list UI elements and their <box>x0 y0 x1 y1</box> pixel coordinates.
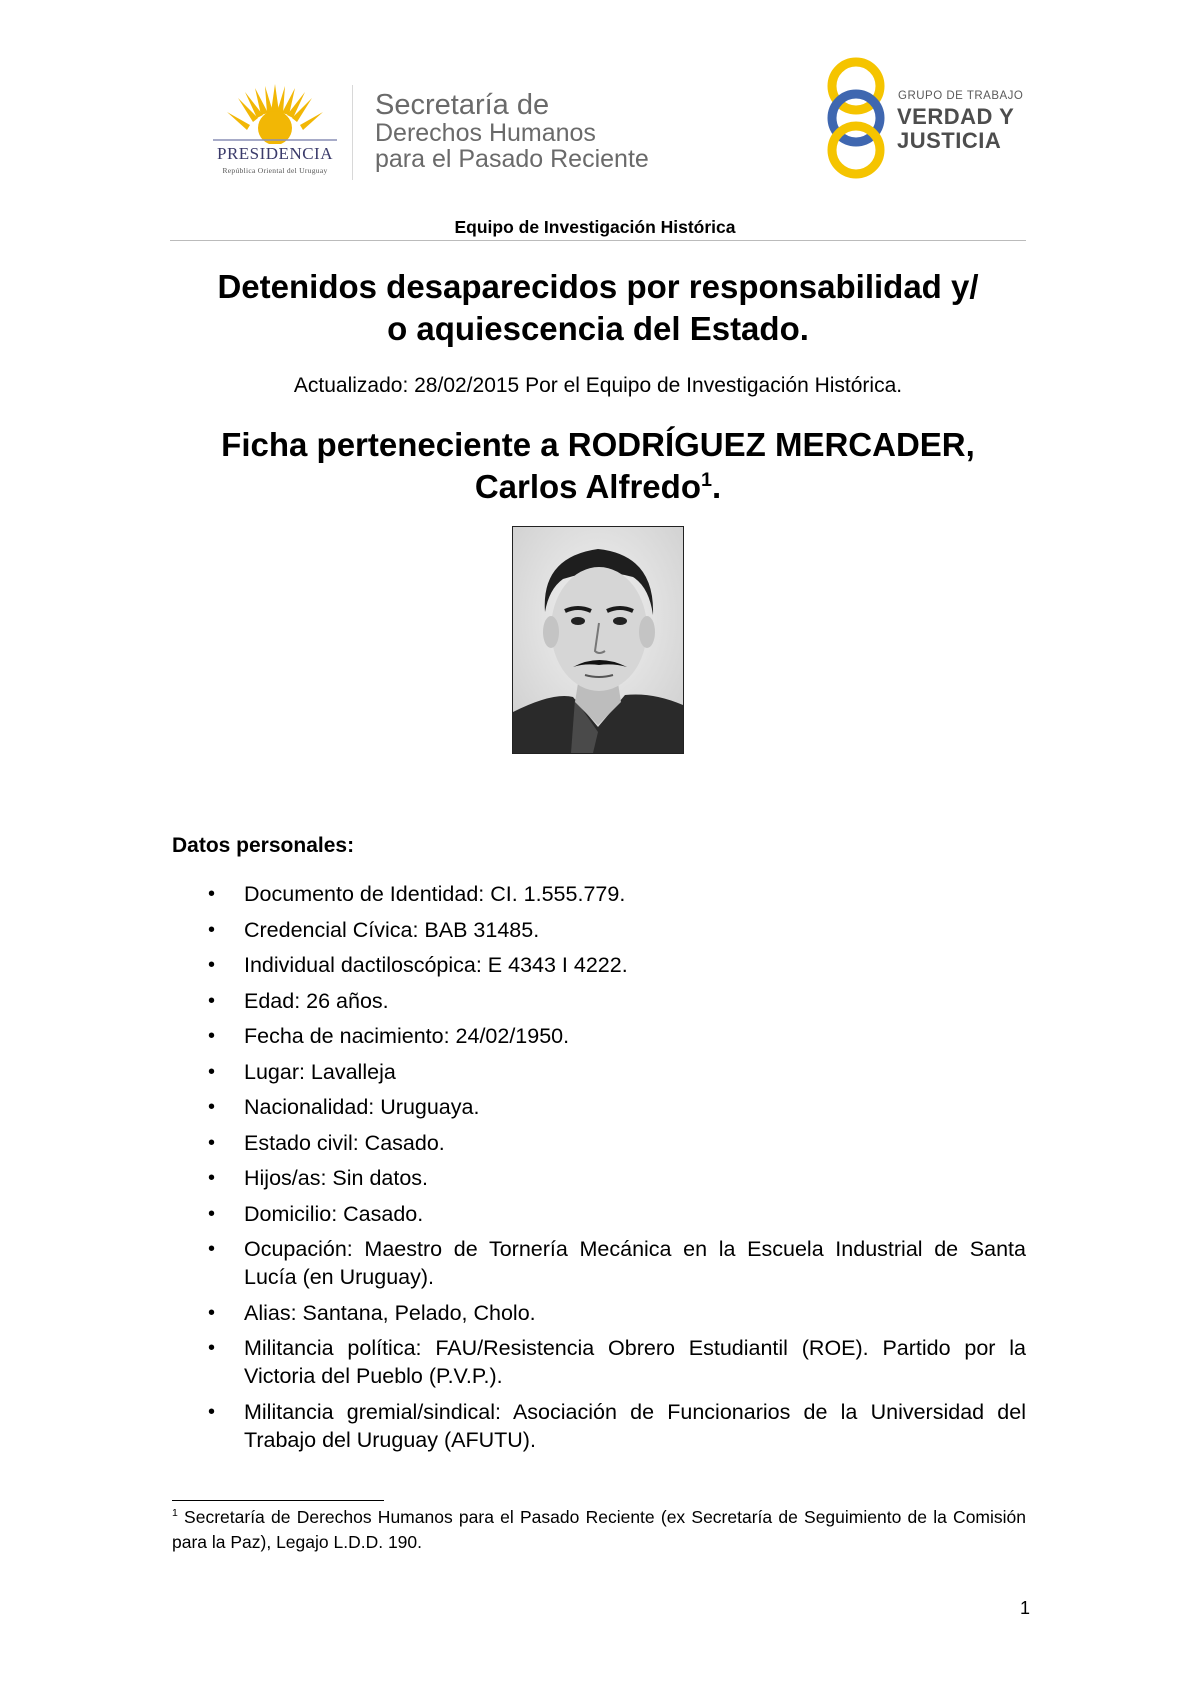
bullet-icon: • <box>208 954 216 976</box>
title-line-2: o aquiescencia del Estado. <box>387 310 809 347</box>
ficha-line-2 <box>170 466 1026 508</box>
bullet-icon: • <box>208 1025 216 1047</box>
bullet-icon: • <box>208 1400 216 1423</box>
bullet-icon: • <box>208 1096 216 1118</box>
secretaria-logo <box>375 90 649 172</box>
list-item: • Militancia política: FAU/Resistencia Obrero Estudiantil (ROE). Partido por la Victoria del Pueblo (P.V.P.). <box>208 1336 1026 1388</box>
list-item: • Domicilio: Casado. <box>208 1201 424 1226</box>
presidencia-subtitle: República Oriental del Uruguay <box>222 166 328 175</box>
linked-rings-icon <box>820 56 892 181</box>
bullet-icon: • <box>208 1167 216 1189</box>
team-heading: Equipo de Investigación Histórica <box>454 217 736 237</box>
portrait-photo <box>512 526 684 754</box>
updated-line: Actualizado: 28/02/2015 Por el Equipo de Investigación Histórica. <box>293 374 903 397</box>
list-item: • Documento de Identidad: CI. 1.555.779. <box>208 882 626 906</box>
grupo-line3: JUSTICIA <box>897 128 1002 153</box>
bullet-icon: • <box>208 989 216 1012</box>
header-rule <box>170 240 1026 241</box>
footnote-rule <box>172 1500 384 1501</box>
secretaria-line2: Derechos Humanos <box>375 119 596 147</box>
document-title <box>170 266 1026 350</box>
footnote <box>172 1505 1026 1555</box>
list-item: • Lugar: Lavalleja <box>208 1059 396 1084</box>
grupo-line1: GRUPO DE TRABAJO <box>898 90 1024 102</box>
section-heading: Datos personales: <box>172 834 355 857</box>
bullet-icon: • <box>208 883 216 905</box>
bullet-icon: • <box>208 1238 216 1260</box>
secretaria-line3: para el Pasado Reciente <box>375 145 649 173</box>
ficha-title <box>170 424 1026 508</box>
footnote-mark: 1 <box>172 1507 178 1520</box>
ficha-end: . <box>712 468 722 505</box>
logo-divider <box>352 85 353 180</box>
presidencia-logo <box>195 82 355 182</box>
list-item: • Edad: 26 años. <box>208 988 389 1013</box>
grupo-line2: VERDAD Y <box>897 104 1015 129</box>
bullet-icon: • <box>208 918 216 941</box>
sun-icon <box>195 82 355 144</box>
page-number: 1 <box>1019 1598 1030 1618</box>
personal-data-list <box>172 880 1026 1461</box>
footnote-ref[interactable]: 1 <box>700 469 712 491</box>
list-item: • Ocupación: Maestro de Tornería Mecánica en la Escuela Industrial de Santa Lucía (en Uruguay). <box>208 1237 1026 1289</box>
list-item: • Nacionalidad: Uruguaya. <box>208 1095 480 1119</box>
list-item: • Estado civil: Casado. <box>208 1130 445 1155</box>
bullet-icon: • <box>208 1202 216 1225</box>
ficha-line-1: Ficha perteneciente a RODRÍGUEZ MERCADER, <box>221 426 975 463</box>
bullet-icon: • <box>208 1337 216 1359</box>
list-item: • Credencial Cívica: BAB 31485. <box>208 917 540 942</box>
title-line-1: Detenidos desaparecidos por responsabilidad y/ <box>217 268 979 305</box>
portrait-image <box>513 527 683 753</box>
presidencia-name: PRESIDENCIA <box>216 144 333 163</box>
list-item: • Alias: Santana, Pelado, Cholo. <box>208 1300 536 1325</box>
list-item: • Militancia gremial/sindical: Asociación de Funcionarios de la Universidad del Trabajo del Uruguay (AFUTU). <box>208 1399 1026 1452</box>
secretaria-line1: Secretaría de <box>375 89 550 121</box>
verdad-justicia-logo <box>820 56 1050 181</box>
list-item: • Individual dactiloscópica: E 4343 I 4222. <box>208 953 628 977</box>
footnote-text: Secretaría de Derechos Humanos para el Pasado Reciente (ex Secretaría de Seguimiento de la Comisión para la Paz), Legajo L.D.D. 190. <box>172 1507 1026 1552</box>
ficha-name: Carlos Alfredo <box>474 468 701 505</box>
bullet-icon: • <box>208 1131 216 1154</box>
list-item: • Fecha de nacimiento: 24/02/1950. <box>208 1024 570 1048</box>
bullet-icon: • <box>208 1060 216 1083</box>
bullet-icon: • <box>208 1301 216 1324</box>
list-item: • Hijos/as: Sin datos. <box>208 1166 429 1190</box>
